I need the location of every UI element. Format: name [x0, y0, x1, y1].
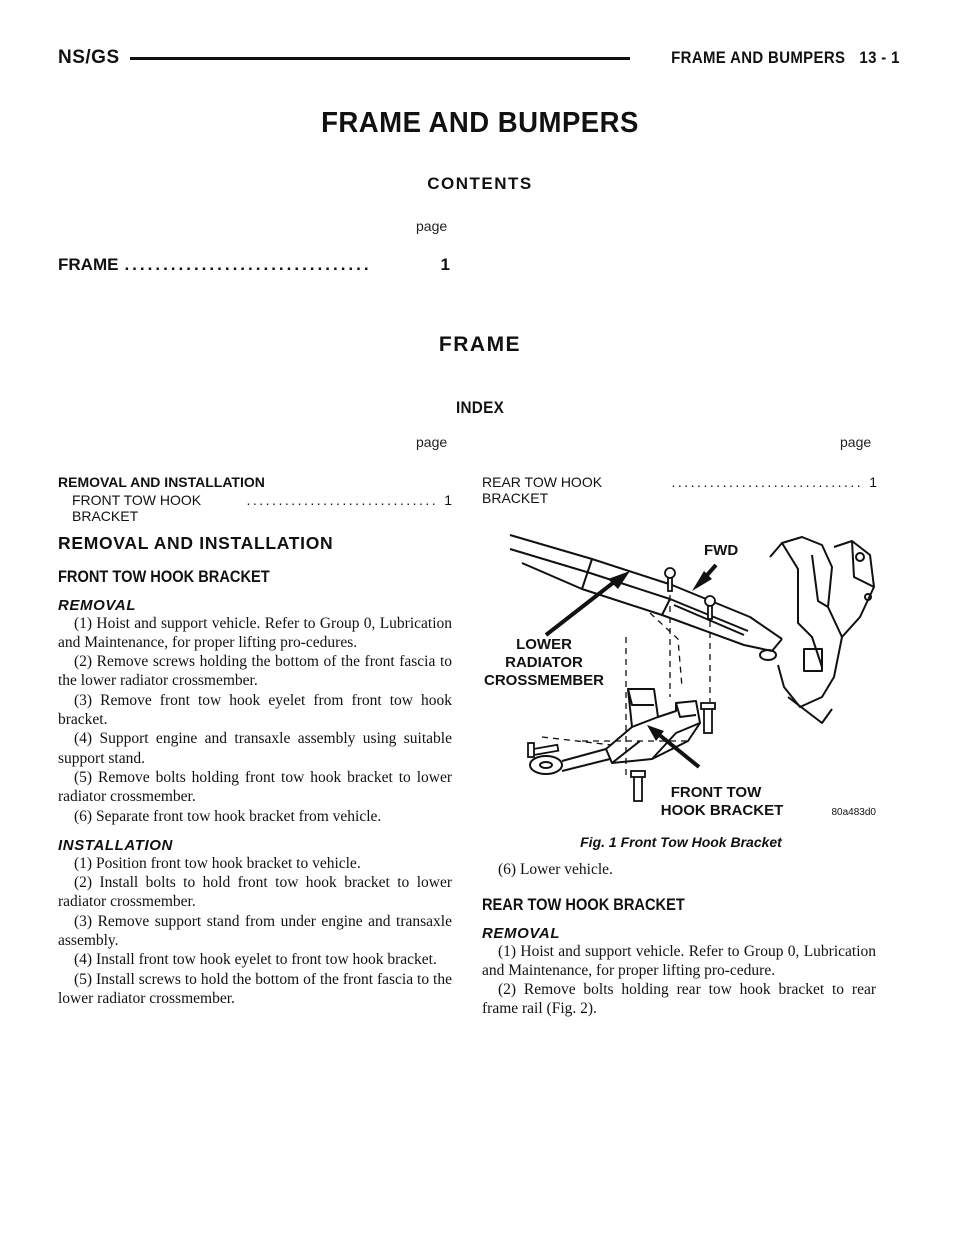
index-page-label-left: page	[416, 434, 448, 450]
index-entry-rear-tow-hook[interactable]	[482, 474, 877, 506]
rear-removal-heading: REMOVAL	[482, 924, 561, 942]
front-removal-step-6: (6) Separate front tow hook bracket from vehicle.	[74, 807, 382, 825]
index-leader: ..............................	[671, 474, 864, 490]
index-entry-page: 1	[869, 474, 877, 490]
label-bracket-2: HOOK BRACKET	[660, 802, 784, 819]
removal-installation-heading: REMOVAL AND INSTALLATION	[58, 533, 334, 553]
right-column	[482, 860, 876, 1019]
figure-caption: Fig. 1 Front Tow Hook Bracket	[580, 834, 782, 850]
index-entry-label: FRONT TOW HOOK BRACKET	[72, 492, 202, 524]
rear-tow-hook-heading: REAR TOW HOOK BRACKET	[482, 895, 685, 915]
header-page-number: 13 - 1	[859, 48, 900, 67]
section-title: FRAME	[438, 333, 522, 356]
contents-page-label: page	[416, 218, 448, 234]
front-install-step-1: (1) Position front tow hook bracket to vehicle.	[74, 854, 361, 872]
label-lower-1: LOWER	[516, 636, 572, 653]
rear-removal-step-2: (2) Remove bolts holding rear tow hook bracket to rear frame rail (Fig. 2).	[482, 981, 876, 1018]
index-entry-page: 1	[444, 492, 452, 508]
toc-entry-frame[interactable]	[58, 255, 450, 275]
toc-entry-page: 1	[440, 255, 450, 274]
index-page-label-right: page	[840, 434, 872, 450]
label-lower-2: RADIATOR	[505, 654, 583, 671]
header-rule	[130, 57, 631, 60]
page-header	[58, 44, 900, 72]
left-column	[58, 534, 452, 1008]
front-installation-heading: INSTALLATION	[58, 836, 173, 854]
header-section	[671, 48, 900, 68]
index-entry-front-tow-hook[interactable]	[72, 492, 452, 524]
front-install-step-4: (4) Install front tow hook eyelet to front tow hook bracket.	[74, 951, 437, 969]
front-install-step-6: (6) Lower vehicle.	[498, 861, 613, 878]
index-title: INDEX	[455, 398, 505, 417]
rear-removal-step-1: (1) Hoist and support vehicle. Refer to Group 0, Lubrication and Maintenance, for proper lifting pro-cedure.	[482, 942, 876, 979]
contents-title: CONTENTS	[427, 174, 533, 193]
index-leader: ..............................	[246, 492, 439, 508]
header-model: NS/GS	[58, 47, 120, 68]
front-removal-step-1: (1) Hoist and support vehicle. Refer to Group 0, Lubrication and Maintenance, for proper lifting pro-cedures.	[58, 614, 452, 651]
label-bracket-1: FRONT TOW	[670, 784, 762, 801]
figure-front-tow-hook-bracket	[482, 527, 880, 822]
label-lower-3: CROSSMEMBER	[483, 672, 605, 689]
front-install-step-2: (2) Install bolts to hold front tow hook bracket to lower radiator crossmember.	[58, 874, 452, 911]
front-install-step-3: (3) Remove support stand from under engine and transaxle assembly.	[58, 912, 452, 950]
front-tow-hook-illustration	[482, 527, 880, 822]
toc-leader: ................................	[124, 255, 372, 274]
front-removal-step-4: (4) Support engine and transaxle assembly using suitable support stand.	[58, 730, 452, 767]
toc-entry-label: FRAME	[58, 255, 119, 274]
front-removal-step-3: (3) Remove front tow hook eyelet from front tow hook bracket.	[58, 691, 452, 729]
figure-code: 80a483d0	[831, 807, 876, 818]
document-title: FRAME AND BUMPERS	[321, 107, 639, 139]
label-fwd: FWD	[704, 542, 739, 559]
front-removal-step-2: (2) Remove screws holding the bottom of the front fascia to the lower radiator crossmember.	[58, 653, 452, 690]
front-removal-step-5: (5) Remove bolts holding front tow hook bracket to lower radiator crossmember.	[58, 768, 452, 806]
front-tow-hook-heading: FRONT TOW HOOK BRACKET	[58, 567, 270, 587]
front-removal-heading: REMOVAL	[58, 596, 137, 614]
front-install-step-5: (5) Install screws to hold the bottom of the front fascia to the lower radiator crossmember.	[58, 970, 452, 1007]
index-heading: REMOVAL AND INSTALLATION	[58, 474, 265, 490]
header-section-title: FRAME AND BUMPERS	[671, 48, 846, 67]
index-entry-label: REAR TOW HOOK BRACKET	[482, 474, 603, 506]
